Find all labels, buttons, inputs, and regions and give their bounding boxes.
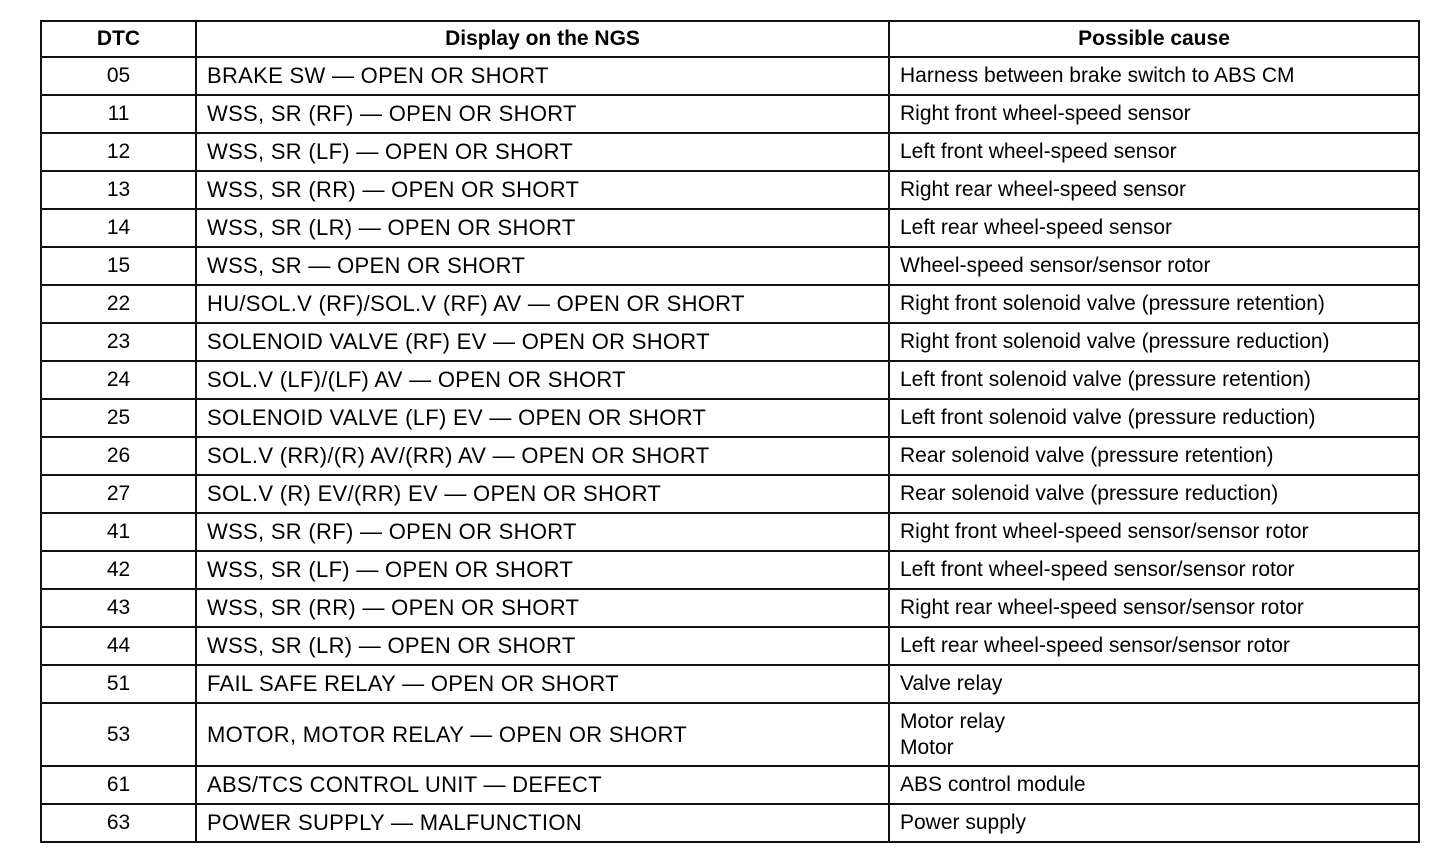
- possible-cause-line: Rear solenoid valve (pressure reduction): [900, 482, 1279, 505]
- table-row: [41, 475, 1419, 513]
- table-row: [41, 285, 1419, 323]
- table-row: [41, 551, 1419, 589]
- possible-cause: [889, 513, 1419, 551]
- possible-cause: [889, 57, 1419, 95]
- dtc-code: 23: [41, 323, 196, 361]
- dtc-code: 13: [41, 171, 196, 209]
- table-body: [41, 57, 1419, 842]
- possible-cause: [889, 171, 1419, 209]
- ngs-display-text: WSS, SR — OPEN OR SHORT: [196, 247, 889, 285]
- ngs-display-text: ABS/TCS CONTROL UNIT — DEFECT: [196, 766, 889, 804]
- dtc-code: 14: [41, 209, 196, 247]
- ngs-display-text: WSS, SR (LR) — OPEN OR SHORT: [196, 209, 889, 247]
- possible-cause-line: Wheel-speed sensor/sensor rotor: [900, 254, 1211, 277]
- possible-cause-line: Motor: [900, 735, 954, 759]
- possible-cause-line: Left front solenoid valve (pressure retention): [900, 368, 1311, 391]
- table-row: [41, 766, 1419, 804]
- table-row: [41, 209, 1419, 247]
- ngs-display-text: SOL.V (RR)/(R) AV/(RR) AV — OPEN OR SHORT: [196, 437, 889, 475]
- possible-cause: [889, 399, 1419, 437]
- possible-cause-line: Right front wheel-speed sensor: [900, 102, 1191, 125]
- table-row: [41, 247, 1419, 285]
- table-row: [41, 95, 1419, 133]
- possible-cause-line: Harness between brake switch to ABS CM: [900, 64, 1295, 87]
- possible-cause-line: Right front solenoid valve (pressure retention): [900, 292, 1325, 315]
- table-row: [41, 399, 1419, 437]
- dtc-code: 11: [41, 95, 196, 133]
- ngs-display-text: HU/SOL.V (RF)/SOL.V (RF) AV — OPEN OR SHORT: [196, 285, 889, 323]
- possible-cause: [889, 285, 1419, 323]
- table-row: [41, 323, 1419, 361]
- dtc-code: 43: [41, 589, 196, 627]
- possible-cause-line: Left front solenoid valve (pressure reduction): [900, 406, 1316, 429]
- possible-cause: [889, 766, 1419, 804]
- possible-cause: [889, 361, 1419, 399]
- dtc-code: 63: [41, 804, 196, 842]
- possible-cause: [889, 703, 1419, 766]
- possible-cause: [889, 323, 1419, 361]
- dtc-code: 25: [41, 399, 196, 437]
- possible-cause: [889, 665, 1419, 703]
- dtc-table: [40, 20, 1420, 843]
- dtc-code: 26: [41, 437, 196, 475]
- ngs-display-text: WSS, SR (RF) — OPEN OR SHORT: [196, 95, 889, 133]
- table-row: [41, 627, 1419, 665]
- possible-cause: [889, 589, 1419, 627]
- ngs-display-text: WSS, SR (RR) — OPEN OR SHORT: [196, 171, 889, 209]
- ngs-display-text: SOL.V (R) EV/(RR) EV — OPEN OR SHORT: [196, 475, 889, 513]
- possible-cause-line: ABS control module: [900, 773, 1086, 796]
- table-row: [41, 513, 1419, 551]
- header-display: Display on the NGS: [196, 21, 889, 57]
- dtc-code: 53: [41, 703, 196, 766]
- dtc-code: 61: [41, 766, 196, 804]
- possible-cause-line: Power supply: [900, 811, 1027, 834]
- possible-cause-line: Right rear wheel-speed sensor/sensor rotor: [900, 596, 1304, 619]
- dtc-code: 44: [41, 627, 196, 665]
- table-row: [41, 703, 1419, 766]
- table-row: [41, 589, 1419, 627]
- ngs-display-text: FAIL SAFE RELAY — OPEN OR SHORT: [196, 665, 889, 703]
- ngs-display-text: MOTOR, MOTOR RELAY — OPEN OR SHORT: [196, 703, 889, 766]
- header-row: [41, 21, 1419, 57]
- table-row: [41, 57, 1419, 95]
- ngs-display-text: WSS, SR (RF) — OPEN OR SHORT: [196, 513, 889, 551]
- possible-cause: [889, 551, 1419, 589]
- dtc-code: 51: [41, 665, 196, 703]
- possible-cause-line: Left rear wheel-speed sensor: [900, 216, 1172, 239]
- possible-cause: [889, 437, 1419, 475]
- possible-cause-line: Left rear wheel-speed sensor/sensor rotor: [900, 634, 1290, 657]
- header-cause: Possible cause: [889, 21, 1419, 57]
- possible-cause: [889, 804, 1419, 842]
- possible-cause: [889, 475, 1419, 513]
- ngs-display-text: SOLENOID VALVE (LF) EV — OPEN OR SHORT: [196, 399, 889, 437]
- possible-cause-line: Valve relay: [900, 672, 1003, 695]
- dtc-code: 12: [41, 133, 196, 171]
- table-row: [41, 665, 1419, 703]
- possible-cause-line: Right front solenoid valve (pressure reduction): [900, 330, 1330, 353]
- ngs-display-text: POWER SUPPLY — MALFUNCTION: [196, 804, 889, 842]
- possible-cause: [889, 627, 1419, 665]
- possible-cause: [889, 209, 1419, 247]
- dtc-code: 42: [41, 551, 196, 589]
- header-dtc: DTC: [41, 21, 196, 57]
- dtc-code: 41: [41, 513, 196, 551]
- ngs-display-text: WSS, SR (RR) — OPEN OR SHORT: [196, 589, 889, 627]
- possible-cause-line: Right front wheel-speed sensor/sensor rotor: [900, 520, 1309, 543]
- ngs-display-text: WSS, SR (LF) — OPEN OR SHORT: [196, 133, 889, 171]
- ngs-display-text: WSS, SR (LR) — OPEN OR SHORT: [196, 627, 889, 665]
- possible-cause: [889, 95, 1419, 133]
- possible-cause-line: Rear solenoid valve (pressure retention): [900, 444, 1274, 467]
- table-row: [41, 361, 1419, 399]
- possible-cause-line: Motor relay: [900, 709, 1006, 733]
- possible-cause-line: Left front wheel-speed sensor: [900, 140, 1177, 163]
- dtc-code: 24: [41, 361, 196, 399]
- table-row: [41, 437, 1419, 475]
- ngs-display-text: SOL.V (LF)/(LF) AV — OPEN OR SHORT: [196, 361, 889, 399]
- table-row: [41, 133, 1419, 171]
- dtc-code: 22: [41, 285, 196, 323]
- possible-cause: [889, 133, 1419, 171]
- possible-cause-line: Left front wheel-speed sensor/sensor rotor: [900, 558, 1295, 581]
- dtc-code: 27: [41, 475, 196, 513]
- dtc-code: 15: [41, 247, 196, 285]
- possible-cause: [889, 247, 1419, 285]
- ngs-display-text: WSS, SR (LF) — OPEN OR SHORT: [196, 551, 889, 589]
- possible-cause-line: Right rear wheel-speed sensor: [900, 178, 1186, 201]
- table-row: [41, 171, 1419, 209]
- ngs-display-text: SOLENOID VALVE (RF) EV — OPEN OR SHORT: [196, 323, 889, 361]
- ngs-display-text: BRAKE SW — OPEN OR SHORT: [196, 57, 889, 95]
- table-row: [41, 804, 1419, 842]
- dtc-code: 05: [41, 57, 196, 95]
